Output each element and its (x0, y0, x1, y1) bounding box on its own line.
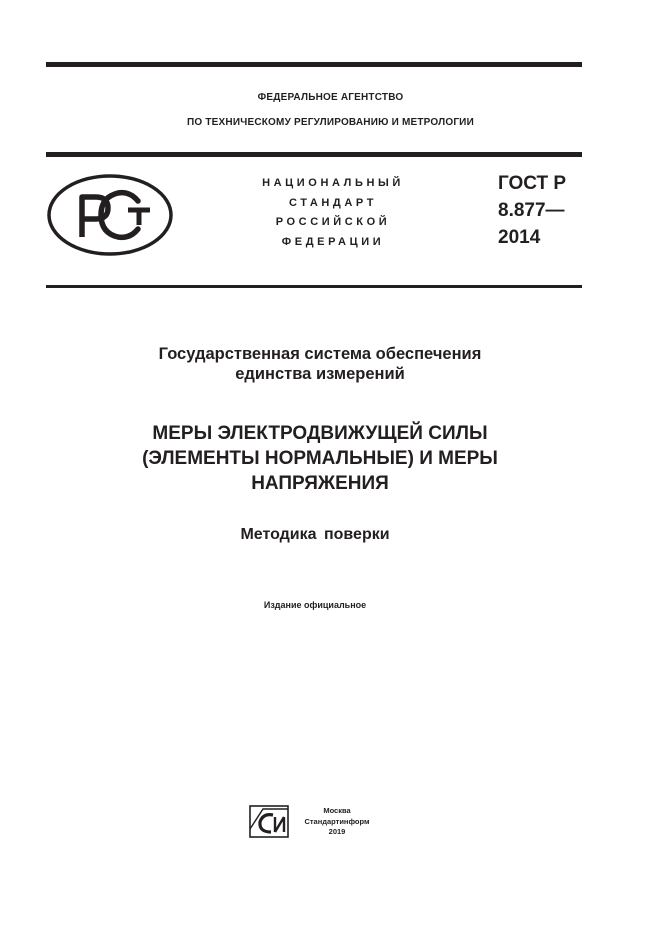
designation-line-1: ГОСТ Р (498, 173, 567, 194)
national-line-1: НАЦИОНАЛЬНЫЙ (262, 177, 404, 189)
national-line-2: СТАНДАРТ (288, 196, 378, 209)
national-line-3: РОССИЙСКОЙ (275, 216, 391, 228)
system-title-line-1: Государственная система обеспечения (158, 345, 482, 363)
designation-line-2: 8.877— (498, 200, 565, 221)
agency-line-2: ПО ТЕХНИЧЕСКОМУ РЕГУЛИРОВАНИЮ И МЕТРОЛОГИИ (187, 117, 474, 128)
imprint-year: 2019 (328, 827, 346, 836)
subtitle: Методика поверки (240, 526, 390, 543)
main-title (0, 421, 640, 496)
standard-designation (498, 170, 598, 251)
national-standard-block (228, 174, 438, 252)
national-line-4: ФЕДЕРАЦИИ (281, 235, 385, 248)
imprint-block (292, 806, 382, 838)
standartinform-logo-icon (249, 805, 289, 838)
middle-rule (46, 152, 582, 157)
gost-r-emblem-icon (46, 173, 174, 257)
lower-rule (46, 285, 582, 288)
main-title-line-3: НАПРЯЖЕНИЯ (251, 473, 389, 494)
main-title-line-1: МЕРЫ ЭЛЕКТРОДВИЖУЩЕЙ СИЛЫ (152, 423, 488, 444)
system-title (0, 344, 640, 384)
imprint-city: Москва (323, 806, 351, 815)
top-rule (46, 62, 582, 67)
system-title-line-2: единства измерений (235, 365, 405, 383)
imprint-publisher: Стандартинформ (304, 816, 370, 826)
edition-label: Издание официальное (263, 600, 367, 610)
designation-line-3: 2014 (498, 227, 541, 248)
main-title-line-2: (ЭЛЕМЕНТЫ НОРМАЛЬНЫЕ) И МЕРЫ (142, 448, 498, 469)
agency-line-1: ФЕДЕРАЛЬНОЕ АГЕНТСТВО (257, 92, 404, 103)
